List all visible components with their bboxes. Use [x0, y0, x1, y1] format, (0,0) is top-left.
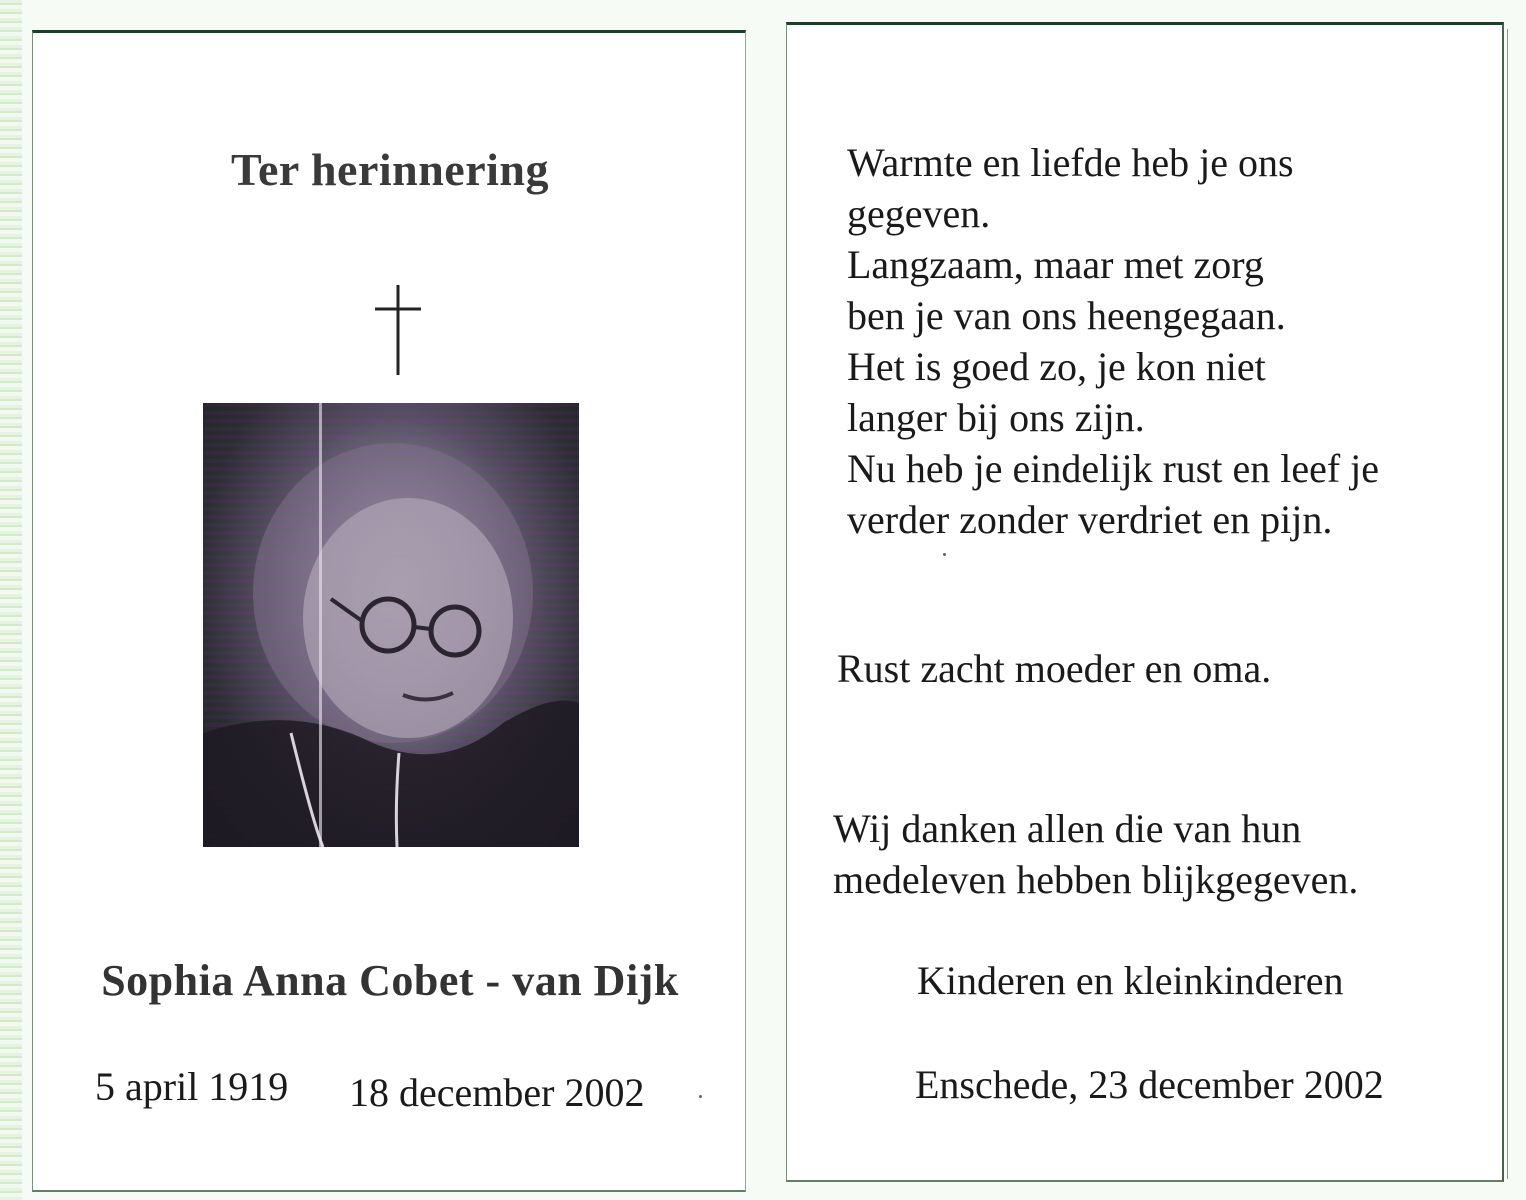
thanks-line: medeleven hebben blijkgegeven.	[833, 857, 1359, 902]
scan-edge	[0, 0, 22, 1200]
poem-line: Langzaam, maar met zorg	[847, 242, 1264, 287]
memorial-card-front	[32, 30, 746, 1192]
card-title: Ter herinnering	[230, 144, 550, 195]
thanks-text	[833, 803, 1358, 905]
latin-cross-icon	[373, 285, 423, 375]
signoff: Kinderen en kleinkinderen	[917, 958, 1344, 1003]
place-and-date: Enschede, 23 december 2002	[915, 1062, 1384, 1107]
thanks-line: Wij danken allen die van hun	[833, 806, 1302, 851]
scan-speck	[699, 1095, 702, 1098]
poem-line: Warmte en liefde heb je ons	[847, 140, 1294, 185]
poem-line: verder zonder verdriet en pijn.	[847, 497, 1333, 542]
scan-speck	[943, 553, 946, 556]
poem-line: ben je van ons heengegaan.	[847, 293, 1286, 338]
death-date: 18 december 2002	[349, 1070, 645, 1115]
memorial-card-back	[786, 22, 1504, 1182]
poem-line: Het is goed zo, je kon niet	[847, 344, 1266, 389]
poem-line: gegeven.	[847, 191, 991, 236]
memorial-poem	[847, 137, 1379, 545]
birth-date: 5 april 1919	[95, 1064, 289, 1109]
farewell-text: Rust zacht moeder en oma.	[837, 646, 1272, 691]
poem-line: langer bij ons zijn.	[847, 395, 1145, 440]
deceased-name: Sophia Anna Cobet - van Dijk	[101, 956, 679, 1005]
poem-line: Nu heb je eindelijk rust en leef je	[847, 446, 1380, 491]
portrait-photo	[203, 403, 579, 847]
photo-scan-seam	[319, 403, 322, 847]
